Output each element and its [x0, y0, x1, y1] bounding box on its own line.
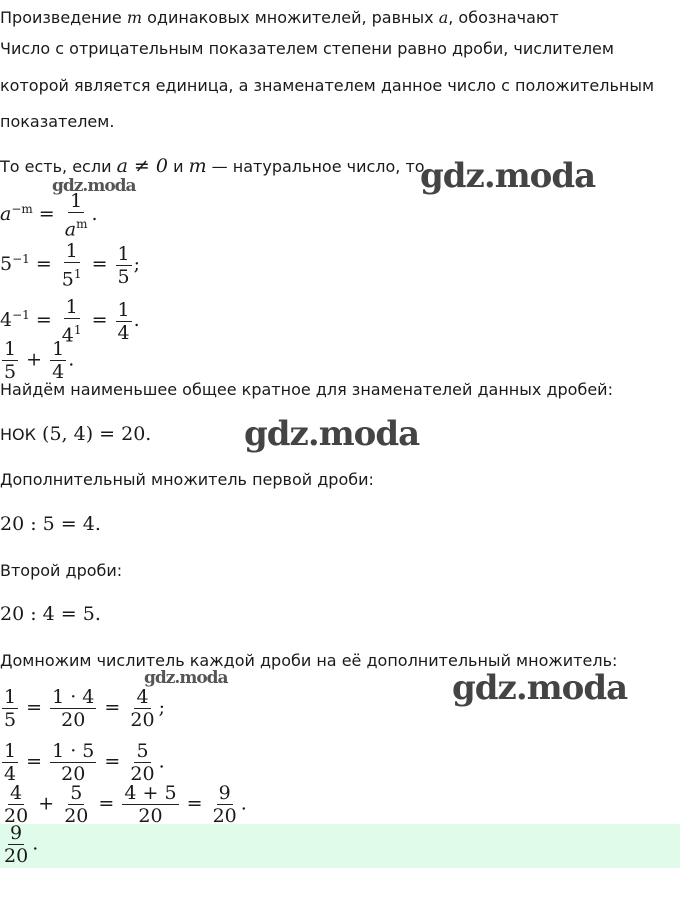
e4-den-exp: 1 — [73, 323, 82, 337]
division-2: 20 : 4 = 5. — [0, 603, 101, 625]
final-den: 20 — [4, 845, 29, 867]
f1-den: 5 — [4, 709, 17, 731]
watermark-small: gdz.moda — [144, 668, 228, 688]
e4-result — [116, 299, 132, 344]
f1-r-den: 20 — [130, 709, 155, 731]
f2-den: 4 — [4, 763, 17, 785]
e5-num: 1 — [65, 240, 78, 262]
answer-highlight — [0, 824, 680, 868]
final-answer: $\frac{9}{20}$ . — [4, 822, 39, 867]
s-result — [211, 782, 239, 827]
condition-text-1: То есть, если — [0, 157, 117, 176]
watermark: gdz.moda — [244, 414, 420, 454]
rule-line-1: Число с отрицательным показателем степени равно дроби, числителем — [0, 39, 614, 58]
lcm-label: НОК — [0, 425, 36, 444]
e5-r-num: 1 — [117, 242, 130, 265]
sum-a — [2, 338, 18, 383]
f2 — [2, 740, 18, 785]
rule-line-2: которой является единица, а знаменателем данное число с положительным — [0, 76, 655, 95]
s-b-den: 20 — [64, 805, 89, 827]
def-den-exp: m — [76, 217, 88, 231]
intro-text-2: одинаковых множителей, равных — [142, 8, 439, 27]
f2-r-num: 5 — [136, 740, 149, 762]
f2-mid-num: 1 · 5 — [52, 740, 95, 762]
fraction-2-expansion: $\frac{1}{4}$ = $\frac{1 \cdot 5}{20}$ = $\frac{5}{20}$ . — [4, 740, 165, 785]
sum-expression: $\frac{1}{5}$ + $\frac{1}{4}$ . — [4, 338, 75, 383]
watermark-small: gdz.moda — [52, 176, 136, 196]
condition-text-2: и — [167, 157, 189, 176]
f1-mid-den: 20 — [61, 709, 86, 731]
s-r-num: 9 — [218, 782, 231, 804]
def-den — [63, 213, 90, 240]
condition-text-3: — натуральное число, то — [206, 157, 425, 176]
additional-1-label: Дополнительный множитель первой дроби: — [0, 470, 374, 489]
condition-expr: a ≠ 0 — [116, 155, 168, 177]
s-a-num: 4 — [10, 782, 23, 804]
intro-line — [0, 8, 559, 28]
f1-num: 1 — [4, 686, 17, 708]
s-a-den: 20 — [4, 805, 29, 827]
f2-r-den: 20 — [130, 763, 155, 785]
sum-b-den: 4 — [52, 361, 65, 383]
f1-r-num: 4 — [136, 686, 149, 708]
lcm-line — [0, 424, 151, 445]
s-r-den: 20 — [212, 805, 237, 827]
condition-var-m: m — [188, 155, 207, 177]
def-den-base: a — [64, 218, 77, 241]
def-exp: −m — [11, 201, 33, 216]
sum-a-den: 5 — [4, 361, 17, 383]
fraction-1-expansion: $\frac{1}{5}$ = $\frac{1 \cdot 4}{20}$ = $\frac{4}{20}$ ; — [4, 686, 165, 731]
f2-num: 1 — [4, 740, 17, 762]
e4-den-base: 4 — [61, 324, 74, 347]
def-base: a — [0, 203, 12, 226]
s-b — [62, 782, 90, 827]
f1-mid — [50, 686, 96, 731]
e5-exp: −1 — [12, 251, 30, 266]
var-a: a — [438, 8, 449, 27]
f1-mid-num: 1 · 4 — [52, 686, 95, 708]
e4-base: 4 — [0, 309, 13, 332]
e5-base: 5 — [0, 253, 13, 276]
var-m: m — [126, 8, 143, 27]
e4-r-num: 1 — [117, 298, 130, 321]
e4-exp: −1 — [12, 307, 30, 322]
intro-text-3: , обозначают — [448, 8, 559, 27]
definition-formula: $a^{-m}$ = $\frac{1}{a^m}$ . — [0, 190, 98, 241]
e5-den — [60, 263, 84, 290]
f1 — [2, 686, 18, 731]
lcm-expr: (5, 4) = 20. — [42, 423, 152, 445]
multiply-intro: Домножим числитель каждой дроби на её дополнительный множитель: — [0, 651, 618, 670]
sum-b — [50, 338, 66, 383]
f2-mid-den: 20 — [61, 763, 86, 785]
intro-text-1: Произведение — [0, 8, 127, 27]
s-a — [2, 782, 30, 827]
watermark: gdz.moda — [452, 668, 628, 708]
s-mid-num: 4 + 5 — [124, 782, 177, 804]
lcm-intro: Найдём наименьшее общее кратное для знаменателей данных дробей: — [0, 380, 613, 399]
e5-result — [116, 243, 132, 288]
e4-r-den: 4 — [117, 321, 130, 344]
additional-2-label: Второй дроби: — [0, 561, 123, 580]
condition-line — [0, 156, 425, 177]
s-mid-den: 20 — [138, 805, 163, 827]
s-mid — [122, 782, 178, 827]
def-num: 1 — [70, 190, 83, 212]
e5-den-exp: 1 — [73, 267, 82, 281]
f2-result — [128, 740, 156, 785]
final-num: 9 — [10, 822, 23, 844]
e5-r-den: 5 — [117, 265, 130, 288]
division-1: 20 : 5 = 4. — [0, 513, 101, 535]
f2-mid — [50, 740, 96, 785]
def-fraction — [63, 190, 90, 240]
e5-den-base: 5 — [61, 268, 74, 291]
rule-line-3: показателем. — [0, 112, 115, 131]
sum-a-num: 1 — [4, 338, 17, 360]
f1-result — [128, 686, 156, 731]
example-5: $5^{-1}$ = $\frac{1}{5^1}$ = $\frac{1}{5}$ ; — [0, 240, 141, 291]
e5-frac — [60, 240, 84, 290]
sum-b-num: 1 — [52, 338, 65, 360]
watermark: gdz.moda — [420, 156, 596, 196]
sum-result-expression: $\frac{4}{20}$ + $\frac{5}{20}$ = $\frac{4 + 5}{20}$ = $\frac{9}{20}$ . — [4, 782, 247, 827]
example-4: $4^{-1}$ = $\frac{1}{4^1}$ = $\frac{1}{4}$ . — [0, 296, 140, 347]
e4-num: 1 — [65, 296, 78, 318]
s-b-num: 5 — [70, 782, 83, 804]
final-fraction — [2, 822, 30, 867]
